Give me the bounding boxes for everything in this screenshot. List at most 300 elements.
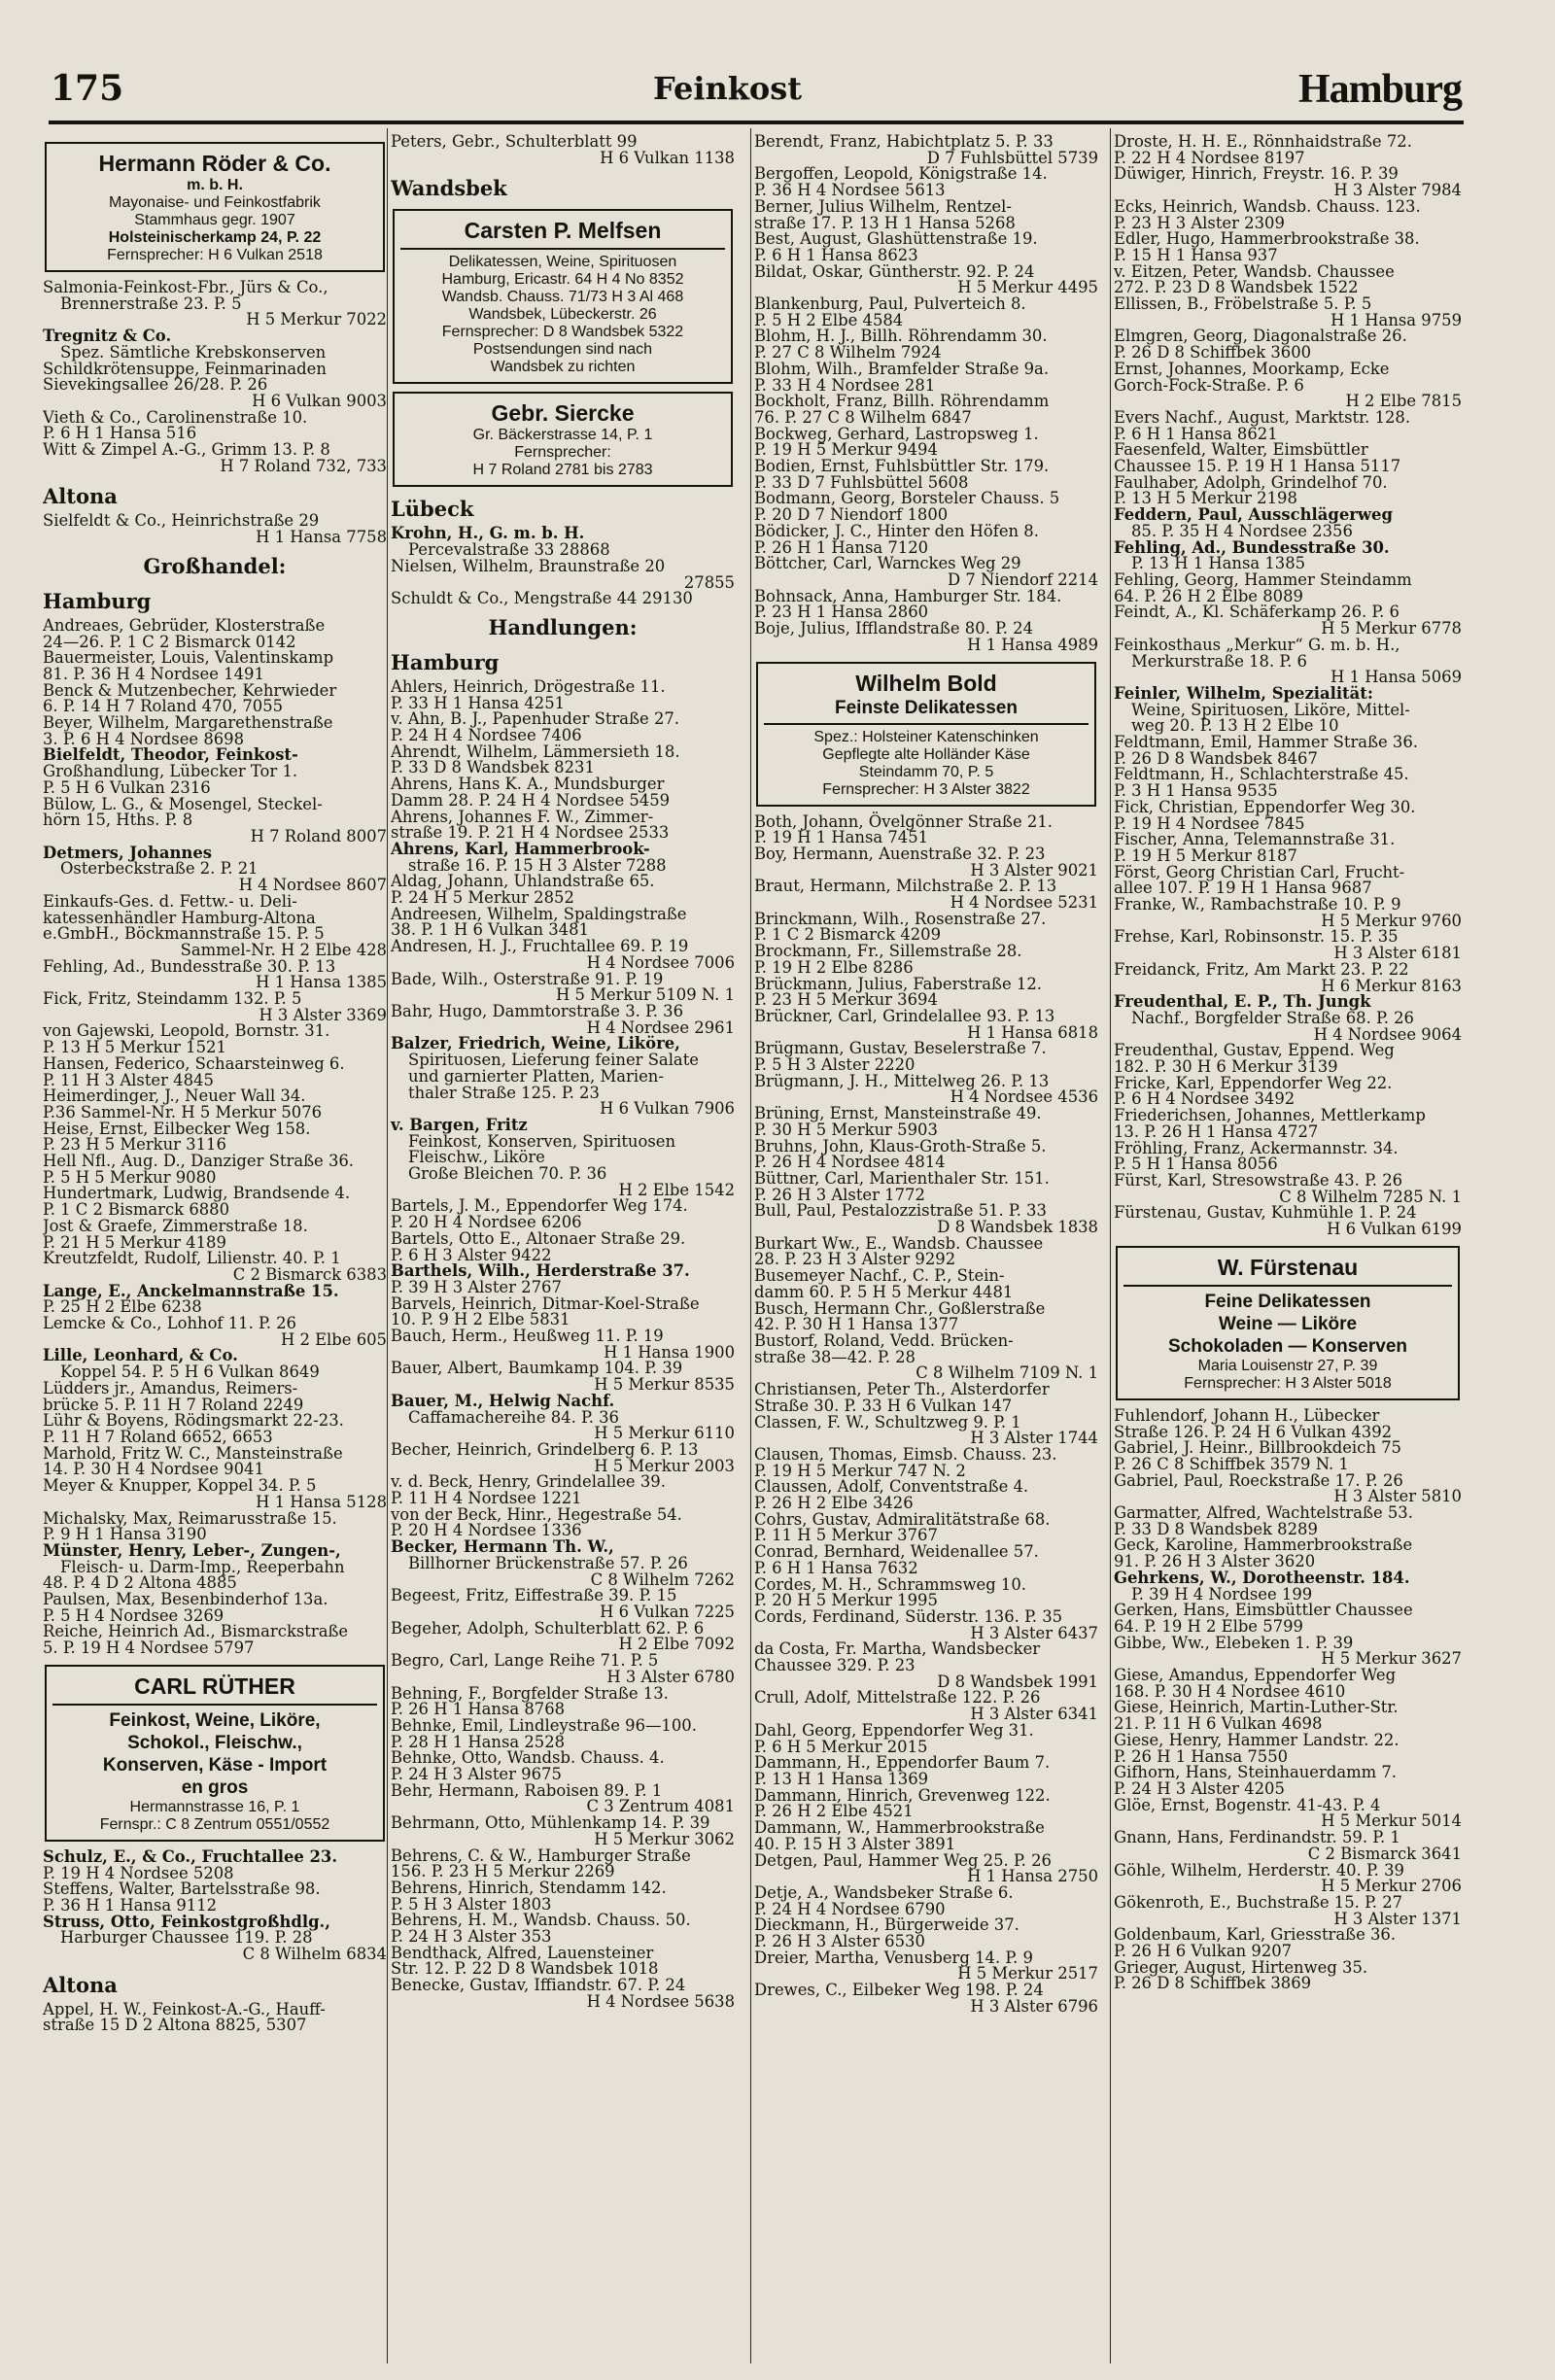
entry-name-line: Gerken, Hans, Eimsbüttler Chaussee <box>1114 1601 1413 1620</box>
entry-detail-line: D 8 Wandsbek 1838 <box>937 1218 1098 1237</box>
entry-name-line: Gehrkens, W., Dorotheenstr. 184. <box>1114 1568 1410 1587</box>
entry-detail-line: 28. P. 23 H 3 Alster 9292 <box>754 1250 956 1269</box>
entry-name-line: Dammann, W., Hammerbrookstraße <box>754 1818 1045 1838</box>
entry-detail-line: H 5 Merkur 5014 <box>1321 1811 1462 1831</box>
entry-detail-line: 81. P. 36 H 4 Nordsee 1491 <box>43 664 264 683</box>
directory-entry <box>43 513 387 545</box>
entry-name-line: Crull, Adolf, Mittelstraße 122. P. 26 <box>754 1688 1041 1707</box>
directory-entry <box>391 1361 735 1393</box>
directory-entry <box>754 166 1098 198</box>
directory-entry <box>391 1815 735 1847</box>
page-header <box>51 68 1462 128</box>
directory-entry <box>43 794 387 845</box>
directory-entry <box>754 1412 1098 1448</box>
ad-line: Wilhelm Bold <box>855 670 997 696</box>
directory-entry <box>754 296 1098 328</box>
entry-name-line: Brügmann, Gustav, Beselerstraße 7. <box>754 1039 1047 1058</box>
entry-detail-line: P. 23 H 3 Alster 2309 <box>1114 213 1285 232</box>
directory-entry <box>1114 897 1462 929</box>
directory-entry <box>754 1882 1098 1918</box>
directory-entry <box>754 1268 1098 1300</box>
entry-detail-line: H 6 Vulkan 1138 <box>600 148 735 167</box>
entry-detail-line: Spez. Sämtliche Krebskonserven <box>60 342 327 362</box>
directory-entry <box>754 1382 1098 1414</box>
entry-detail-line: P. 3 H 1 Hansa 9535 <box>1114 781 1278 801</box>
directory-entry <box>754 1106 1098 1138</box>
entry-detail-line: P. 21 H 5 Merkur 4189 <box>43 1232 226 1252</box>
ad-line: Fernsprecher: H 3 Alster 3822 <box>822 780 1030 798</box>
section-heading: Handlungen: <box>488 614 638 639</box>
entry-name-line: Bauermeister, Louis, Valentinskamp <box>43 648 334 668</box>
header-rule <box>49 121 1464 124</box>
directory-entry <box>391 969 735 1005</box>
entry-name-line: Meyer & Knupper, Koppel 34. P. 5 <box>43 1476 317 1496</box>
entry-detail-line: P. 33 D 8 Wandsbek 8289 <box>1114 1519 1318 1538</box>
entry-detail-line: P. 6 H 1 Hansa 7632 <box>754 1558 918 1577</box>
entry-detail-line: P. 6 H 1 Hansa 8621 <box>1114 424 1278 443</box>
directory-entry <box>1114 569 1462 605</box>
entry-detail-line: H 3 Alster 6437 <box>970 1623 1098 1642</box>
entry-detail-line: H 1 Hansa 7758 <box>256 528 387 547</box>
directory-entry <box>43 956 387 992</box>
entry-detail-line: Schildkrötensuppe, Feinmarinaden <box>43 359 327 378</box>
entry-detail-line: H 6 Vulkan 7906 <box>600 1099 735 1119</box>
directory-entry <box>1114 1043 1462 1075</box>
directory-entry <box>391 1293 735 1329</box>
entry-detail-line: 168. P. 30 H 4 Nordsee 4610 <box>1114 1681 1346 1701</box>
entry-detail-line: H 5 Merkur 6110 <box>594 1424 735 1443</box>
directory-entry <box>43 991 387 1023</box>
entry-name-line: Heimerdinger, J., Neuer Wall 34. <box>43 1087 306 1106</box>
entry-detail-line: P. 23 H 1 Hansa 2860 <box>754 603 929 622</box>
ad-line: CARL RÜTHER <box>134 1673 295 1699</box>
entry-name-line: Ahlers, Heinrich, Drögestraße 11. <box>391 676 666 696</box>
entry-detail-line: P.36 Sammel-Nr. H 5 Merkur 5076 <box>43 1102 323 1121</box>
directory-entry <box>754 1444 1098 1480</box>
entry-detail-line: H 2 Elbe 7092 <box>618 1635 735 1654</box>
entry-name-line: Brückmann, Julius, Faberstraße 12. <box>754 974 1042 993</box>
entry-name-line: Begeher, Adolph, Schulterblatt 62. P. 6 <box>391 1618 705 1638</box>
directory-entry <box>43 1023 387 1055</box>
directory-entry <box>391 874 735 906</box>
section-heading: Großhandel: <box>143 553 287 578</box>
entry-detail-line: 156. P. 23 H 5 Merkur 2269 <box>391 1862 615 1881</box>
directory-entry <box>1114 231 1462 263</box>
directory-entry <box>754 1641 1098 1690</box>
entry-name-line: Gabriel, Paul, Roeckstraße 17. P. 26 <box>1114 1470 1403 1490</box>
directory-entry <box>1114 472 1462 508</box>
entry-detail-line: P. 6 H 3 Alster 9422 <box>391 1245 552 1264</box>
entry-name-line: Evers Nachf., August, Marktstr. 128. <box>1114 407 1411 427</box>
entry-name-line: Feddern, Paul, Ausschlägerweg <box>1114 505 1393 525</box>
entry-detail-line: 42. P. 30 H 1 Hansa 1377 <box>754 1315 959 1334</box>
entry-name-line: Fick, Fritz, Steindamm 132. P. 5 <box>43 989 302 1009</box>
entry-name-line: Andreaes, Gebrüder, Klosterstraße <box>43 615 326 635</box>
directory-column-2 <box>391 134 735 2360</box>
entry-detail-line: H 5 Merkur 2517 <box>957 1964 1098 1983</box>
directory-entry <box>1114 1405 1462 1441</box>
entry-name-line: Behnke, Emil, Lindleystraße 96—100. <box>391 1715 697 1735</box>
entry-name-line: Bodien, Ernst, Fuhlsbüttler Str. 179. <box>754 457 1050 476</box>
ad-line: Wandsbek, Lübeckerstr. 26 <box>468 306 657 324</box>
entry-name-line: Ellissen, B., Fröbelstraße 5. P. 5 <box>1114 294 1372 314</box>
directory-entry <box>43 328 387 410</box>
directory-entry <box>754 1720 1098 1756</box>
entry-detail-line: H 3 Alster 6181 <box>1333 944 1462 963</box>
directory-entry <box>754 1820 1098 1852</box>
directory-entry <box>754 459 1098 491</box>
entry-name-line: Krohn, H., G. m. b. H. <box>391 524 585 543</box>
entry-name-line: v. Bargen, Fritz <box>391 1115 528 1134</box>
entry-detail-line: P. 5 H 5 Merkur 9080 <box>43 1167 217 1187</box>
entry-name-line: Schuldt & Co., Mengstraße 44 29130 <box>391 589 693 608</box>
entry-detail-line: und garnierter Platten, Marien- <box>408 1066 664 1086</box>
entry-name-line: Dammann, H., Eppendorfer Baum 7. <box>754 1753 1051 1773</box>
directory-entry <box>754 1755 1098 1787</box>
entry-name-line: Christiansen, Peter Th., Alsterdorfer <box>754 1380 1050 1399</box>
directory-entry <box>43 1088 387 1121</box>
entry-name-line: Hell Nfl., Aug. D., Danziger Straße 36. <box>43 1152 355 1171</box>
entry-detail-line: C 8 Wilhelm 7285 N. 1 <box>1279 1187 1462 1206</box>
entry-detail-line: P. 11 H 7 Roland 6652, 6653 <box>43 1428 273 1446</box>
entry-detail-line: P. 36 H 4 Nordsee 5613 <box>754 181 946 200</box>
directory-entry <box>1114 1830 1462 1862</box>
entry-name-line: Gifhorn, Hans, Steinhauerdamm 7. <box>1114 1763 1398 1782</box>
entry-detail-line: Nachf., Borgfelder Straße 68. P. 26 <box>1131 1008 1414 1027</box>
entry-name-line: Frehse, Karl, Robinsonstr. 15. P. 35 <box>1114 927 1399 947</box>
directory-entry <box>754 1041 1098 1073</box>
entry-detail-line: Spirituosen, Lieferung feiner Salate <box>408 1051 699 1070</box>
entry-detail-line: Koppel 54. P. 5 H 6 Vulkan 8649 <box>60 1362 320 1382</box>
entry-detail-line: Str. 12. P. 22 D 8 Wandsbek 1018 <box>391 1959 659 1979</box>
directory-entry <box>391 1845 735 1881</box>
entry-detail-line: P. 11 H 3 Alster 4845 <box>43 1070 214 1089</box>
entry-name-line: Paulsen, Max, Besenbinderhof 13a. <box>43 1590 328 1609</box>
entry-detail-line: C 2 Bismarck 3641 <box>1307 1844 1462 1863</box>
city-title: Hamburg <box>1297 67 1462 112</box>
entry-name-line: Busch, Hermann Chr., Goßlerstraße <box>754 1298 1046 1318</box>
ad-line: Schokoladen — Konserven <box>1167 1335 1407 1357</box>
directory-entry <box>1114 1730 1462 1766</box>
entry-detail-line: H 6 Merkur 8163 <box>1321 976 1462 995</box>
entry-detail-line: P. 36 H 1 Hansa 9112 <box>43 1895 218 1914</box>
entry-name-line: Göhle, Wilhelm, Herderstr. 40. P. 39 <box>1114 1860 1404 1880</box>
directory-entry <box>391 1750 735 1782</box>
directory-entry <box>43 1121 387 1154</box>
directory-entry <box>43 280 387 328</box>
entry-detail-line: C 2 Bismarck 6383 <box>232 1264 387 1284</box>
entry-detail-line: H 4 Nordsee 7006 <box>586 952 735 972</box>
entry-detail-line: P. 24 H 4 Nordsee 7406 <box>391 726 582 745</box>
ad-line: Fernsprecher: <box>514 444 611 462</box>
directory-entry <box>754 424 1098 460</box>
entry-name-line: v. d. Beck, Henry, Grindelallee 39. <box>391 1472 666 1492</box>
entry-name-line: Barthels, Wilh., Herderstraße 37. <box>391 1261 690 1281</box>
entry-detail-line: C 8 Wilhelm 7109 N. 1 <box>916 1363 1098 1383</box>
entry-detail-line: P. 19 H 2 Elbe 8286 <box>754 957 914 977</box>
entry-detail-line: P. 19 H 4 Nordsee 7845 <box>1114 813 1305 833</box>
entry-detail-line: H 1 Hansa 5128 <box>256 1492 387 1511</box>
entry-name-line: Conrad, Bernhard, Weidenallee 57. <box>754 1542 1039 1562</box>
entry-detail-line: H 1 Hansa 1900 <box>604 1342 735 1362</box>
entry-detail-line: P. 11 H 4 Nordsee 1221 <box>391 1489 582 1508</box>
entry-detail-line: H 3 Alster 6341 <box>970 1705 1098 1724</box>
entry-name-line: Freudenthal, Gustav, Eppend. Weg <box>1114 1041 1395 1060</box>
directory-entry <box>1114 166 1462 198</box>
entry-name-line: Gökenroth, E., Buchstraße 15. P. 27 <box>1114 1892 1403 1912</box>
entry-name-line: Fürstenau, Gustav, Kuhmühle 1. P. 24 <box>1114 1203 1417 1223</box>
directory-entry <box>1114 1700 1462 1732</box>
directory-entry <box>43 680 387 716</box>
entry-name-line: v. Eitzen, Peter, Wandsb. Chaussee <box>1114 261 1395 281</box>
directory-entry <box>1114 1470 1462 1506</box>
entry-name-line: Fuhlendorf, Johann H., Lübecker <box>1114 1405 1380 1425</box>
ad-line: Wandsb. Chauss. 71/73 H 3 Al 468 <box>441 289 684 306</box>
entry-name-line: Becher, Heinrich, Grindelberg 6. P. 13 <box>391 1439 699 1459</box>
entry-name-line: Bauer, Albert, Baumkamp 104. P. 39 <box>391 1359 683 1378</box>
ad-line: Spez.: Holsteiner Katenschinken <box>813 728 1039 745</box>
entry-detail-line: P. 26 H 1 Hansa 8768 <box>391 1700 566 1719</box>
entry-detail-line: e.GmbH., Böckmannstraße 15. P. 5 <box>43 924 325 944</box>
entry-detail-line: C 3 Zentrum 4081 <box>586 1797 735 1816</box>
directory-entry <box>1114 442 1462 474</box>
entry-name-line: Dieckmann, H., Bürgerweide 37. <box>754 1915 1019 1935</box>
entry-name-line: Claussen, Adolf, Conventstraße 4. <box>754 1477 1029 1497</box>
entry-name-line: Bielfeldt, Theodor, Feinkost- <box>43 745 298 765</box>
entry-detail-line: H 5 Merkur 6778 <box>1321 619 1462 638</box>
directory-entry <box>43 615 387 651</box>
entry-detail-line: 48. P. 4 D 2 Altona 4885 <box>43 1573 237 1593</box>
entry-detail-line: H 6 Vulkan 6199 <box>1327 1220 1462 1239</box>
entry-name-line: Aldag, Johann, Uhlandstraße 65. <box>391 872 655 891</box>
directory-entry <box>43 1378 387 1414</box>
directory-entry <box>1114 1570 1462 1603</box>
entry-detail-line: P. 26 H 3 Alster 1772 <box>754 1185 925 1204</box>
entry-name-line: Blankenburg, Paul, Pulverteich 8. <box>754 294 1026 314</box>
entry-name-line: Bödicker, J. C., Hinter den Höfen 8. <box>754 521 1039 540</box>
entry-detail-line: H 3 Alster 1744 <box>970 1429 1098 1448</box>
entry-name-line: Lühr & Boyens, Rödingsmarkt 22-23. <box>43 1411 344 1431</box>
directory-entry <box>754 586 1098 622</box>
directory-entry <box>754 1509 1098 1545</box>
entry-detail-line: H 4 Nordsee 4536 <box>950 1087 1098 1107</box>
entry-name-line: Brockmann, Fr., Sillemstraße 28. <box>754 942 1022 961</box>
entry-name-line: Freudenthal, E. P., Th. Jungk <box>1114 992 1371 1012</box>
directory-entry <box>43 1348 387 1380</box>
directory-entry <box>754 231 1098 263</box>
directory-entry <box>43 650 387 682</box>
directory-entry <box>754 1950 1098 1983</box>
entry-detail-line: 272. P. 23 D 8 Wandsbek 1522 <box>1114 278 1359 297</box>
directory-entry <box>391 1001 735 1037</box>
entry-name-line: Salmonia-Feinkost-Fbr., Jürs & Co., <box>43 278 328 296</box>
directory-entry <box>754 909 1098 945</box>
entry-name-line: Best, August, Glashüttenstraße 19. <box>754 229 1038 249</box>
directory-entry <box>1114 261 1462 297</box>
entry-detail-line: Straße 126. P. 24 H 6 Vulkan 4392 <box>1114 1422 1393 1441</box>
entry-name-line: Heise, Ernst, Eilbecker Weg 158. <box>43 1119 311 1138</box>
entry-name-line: Struss, Otto, Feinkostgroßhdlg., <box>43 1912 330 1931</box>
entry-detail-line: allee 107. P. 19 H 1 Hansa 9687 <box>1114 879 1372 898</box>
entry-detail-line: 182. P. 30 H 6 Merkur 3139 <box>1114 1057 1338 1077</box>
directory-entry <box>1114 1073 1462 1109</box>
entry-detail-line: Große Bleichen 70. P. 36 <box>408 1164 607 1184</box>
directory-entry <box>1114 359 1462 411</box>
entry-name-line: Giese, Heinrich, Martin-Luther-Str. <box>1114 1698 1399 1717</box>
entry-name-line: Fehling, Georg, Hammer Steindamm <box>1114 569 1412 589</box>
entry-name-line: Brügmann, J. H., Mittelweg 26. P. 13 <box>754 1071 1050 1090</box>
directory-entry <box>391 744 735 776</box>
entry-name-line: Bergoffen, Leopold, Königstraße 14. <box>754 164 1048 184</box>
entry-detail-line: P. 26 H 1 Hansa 7550 <box>1114 1746 1289 1766</box>
entry-detail-line: P. 24 H 3 Alster 353 <box>391 1927 552 1947</box>
directory-entry <box>1114 1505 1462 1537</box>
entry-detail-line: P. 26 H 4 Nordsee 4814 <box>754 1153 946 1172</box>
entry-detail-line: damm 60. P. 5 H 5 Merkur 4481 <box>754 1282 1014 1301</box>
directory-entry <box>1114 1927 1462 1959</box>
entry-name-line: Bull, Paul, Pestalozzistraße 51. P. 33 <box>754 1201 1047 1221</box>
directory-entry <box>391 807 735 843</box>
entry-detail-line: Harburger Chaussee 119. P. 28 <box>60 1928 313 1948</box>
entry-detail-line: C 8 Wilhelm 6834 <box>242 1945 387 1964</box>
entry-name-line: Sielfeldt & Co., Heinrichstraße 29 <box>43 511 320 531</box>
entry-name-line: Garmatter, Alfred, Wachtelstraße 53. <box>1114 1503 1413 1523</box>
ad-line: Fernsprecher: D 8 Wandsbek 5322 <box>441 324 684 341</box>
entry-detail-line: H 2 Elbe 7815 <box>1345 392 1462 411</box>
entry-detail-line: H 1 Hansa 5069 <box>1330 668 1462 687</box>
directory-entry <box>391 1036 735 1118</box>
entry-name-line: Fricke, Karl, Eppendorfer Weg 22. <box>1114 1073 1393 1092</box>
entry-name-line: Ahrens, Hans K. A., Mundsburger <box>391 775 665 794</box>
advertisement-box <box>45 1665 385 1842</box>
entry-name-line: Steffens, Walter, Bartelsstraße 98. <box>43 1880 321 1899</box>
directory-entry <box>754 974 1098 1010</box>
ad-line: Schokol., Fleischw., <box>127 1732 302 1753</box>
entry-name-line: Dammann, Hinrich, Grevenweg 122. <box>754 1785 1051 1805</box>
directory-entry <box>1114 604 1462 637</box>
entry-name-line: Friederichsen, Johannes, Mettlerkamp <box>1114 1106 1426 1125</box>
directory-entry <box>43 1154 387 1186</box>
entry-name-line: Brüning, Ernst, Mansteinstraße 49. <box>754 1104 1042 1123</box>
entry-detail-line: 24—26. P. 1 C 2 Bismarck 0142 <box>43 632 296 651</box>
directory-entry <box>1114 929 1462 961</box>
directory-entry <box>754 1606 1098 1642</box>
directory-entry <box>754 621 1098 653</box>
entry-name-line: Hansen, Federico, Schaarsteinweg 6. <box>43 1053 345 1073</box>
entry-name-line: Witt & Zimpel A.-G., Grimm 13. P. 8 <box>43 440 330 460</box>
directory-entry <box>754 1785 1098 1821</box>
directory-entry <box>43 1624 387 1656</box>
directory-entry <box>391 1653 735 1685</box>
entry-detail-line: 6. P. 14 H 7 Roland 470, 7055 <box>43 697 284 716</box>
entry-detail-line: H 5 Merkur 2706 <box>1321 1877 1462 1896</box>
entry-name-line: Elmgren, Georg, Diagonalstraße 26. <box>1114 327 1407 346</box>
directory-entry <box>43 845 387 894</box>
ad-line: W. Fürstenau <box>1217 1254 1359 1280</box>
entry-name-line: Geck, Karoline, Hammerbrookstraße <box>1114 1535 1413 1555</box>
entry-detail-line: Weine, Spirituosen, Liköre, Mittel- <box>1131 700 1410 719</box>
section-heading: Hamburg <box>43 588 152 613</box>
directory-entry <box>754 521 1098 557</box>
directory-entry <box>391 839 735 875</box>
directory-entry <box>391 1474 735 1506</box>
directory-entry <box>754 944 1098 976</box>
ad-line: Fernspr.: C 8 Zentrum 0551/0552 <box>99 1815 330 1833</box>
directory-entry <box>391 1943 735 1979</box>
category-title: Feinkost <box>653 70 803 107</box>
entry-detail-line: P. 28 H 1 Hansa 2528 <box>391 1732 566 1751</box>
entry-name-line: Hundertmark, Ludwig, Brandsende 4. <box>43 1184 351 1203</box>
entry-name-line: Bade, Wilh., Osterstraße 91. P. 19 <box>391 969 664 988</box>
entry-name-line: Andresen, H. J., Fruchtallee 69. P. 19 <box>391 937 689 956</box>
entry-detail-line: H 3 Alster 9021 <box>970 860 1098 880</box>
ad-line: Delikatessen, Weine, Spirituosen <box>448 254 677 271</box>
directory-entry <box>43 1540 387 1593</box>
directory-entry <box>1114 296 1462 328</box>
entry-name-line: Ecks, Heinrich, Wandsb. Chauss. 123. <box>1114 196 1421 216</box>
directory-entry <box>1114 134 1462 166</box>
entry-detail-line: Straße 30. P. 33 H 6 Vulkan 147 <box>754 1396 1013 1415</box>
directory-entry <box>754 1006 1098 1042</box>
directory-entry <box>754 1850 1098 1886</box>
ad-divider <box>764 723 1088 725</box>
entry-detail-line: P. 20 D 7 Niendorf 1800 <box>754 505 949 525</box>
entry-name-line: Ahrendt, Wilhelm, Lämmersieth 18. <box>391 742 680 761</box>
entry-detail-line: D 7 Niendorf 2214 <box>947 569 1098 589</box>
entry-name-line: Boy, Hermann, Auenstraße 32. P. 23 <box>754 844 1046 863</box>
advertisement-box <box>1116 1246 1460 1400</box>
ad-line: Fernsprecher: H 6 Vulkan 2518 <box>107 247 323 263</box>
entry-detail-line: P. 5 H 1 Hansa 8056 <box>1114 1155 1278 1174</box>
directory-entry <box>1114 1795 1462 1831</box>
ad-line: Gebr. Siercke <box>491 400 635 427</box>
directory-entry <box>391 776 735 809</box>
entry-detail-line: P. 19 H 5 Merkur 8187 <box>1114 845 1297 865</box>
directory-entry <box>1114 1668 1462 1700</box>
ad-divider <box>52 1704 377 1706</box>
directory-entry <box>391 1913 735 1945</box>
ad-line: Konserven, Käse - Import <box>102 1754 328 1776</box>
entry-name-line: Peters, Gebr., Schulterblatt 99 <box>391 134 638 151</box>
entry-name-line: Münster, Henry, Leber-, Zungen-, <box>43 1540 341 1560</box>
entry-name-line: Einkaufs-Ges. d. Fettw.- u. Deli- <box>43 891 297 911</box>
directory-entry <box>1114 1892 1462 1928</box>
directory-entry <box>43 715 387 747</box>
directory-entry <box>754 1544 1098 1576</box>
directory-entry <box>391 1504 735 1540</box>
entry-detail-line: P. 26 H 3 Alster 6530 <box>754 1932 925 1951</box>
entry-name-line: Appel, H. W., Feinkost-A.-G., Hauff- <box>43 1999 326 2018</box>
entry-name-line: Bruhns, John, Klaus-Groth-Straße 5. <box>754 1136 1047 1156</box>
entry-detail-line: Fleischw., Liköre <box>408 1148 545 1167</box>
directory-entry <box>754 394 1098 426</box>
entry-detail-line: 64. P. 19 H 2 Elbe 5799 <box>1114 1616 1303 1636</box>
directory-entry <box>391 939 735 971</box>
entry-detail-line: P. 19 H 1 Hansa 7451 <box>754 828 929 847</box>
directory-entry <box>1114 1957 1462 1993</box>
column-divider <box>750 128 751 2363</box>
entry-detail-line: P. 33 D 8 Wandsbek 8231 <box>391 758 595 777</box>
entry-detail-line: H 1 Hansa 4989 <box>967 635 1098 654</box>
entry-name-line: Behrens, H. M., Wandsb. Chauss. 50. <box>391 1911 691 1930</box>
entry-name-line: Burkart Ww., E., Wandsb. Chaussee <box>754 1233 1044 1253</box>
directory-entry <box>43 1186 387 1218</box>
entry-detail-line: thaler Straße 125. P. 23 <box>408 1083 600 1102</box>
directory-entry <box>754 359 1098 395</box>
entry-detail-line: P. 6 H 5 Merkur 2015 <box>754 1737 928 1756</box>
entry-name-line: Feinkosthaus „Merkur“ G. m. b. H., <box>1114 635 1400 654</box>
directory-entry <box>1114 832 1462 864</box>
